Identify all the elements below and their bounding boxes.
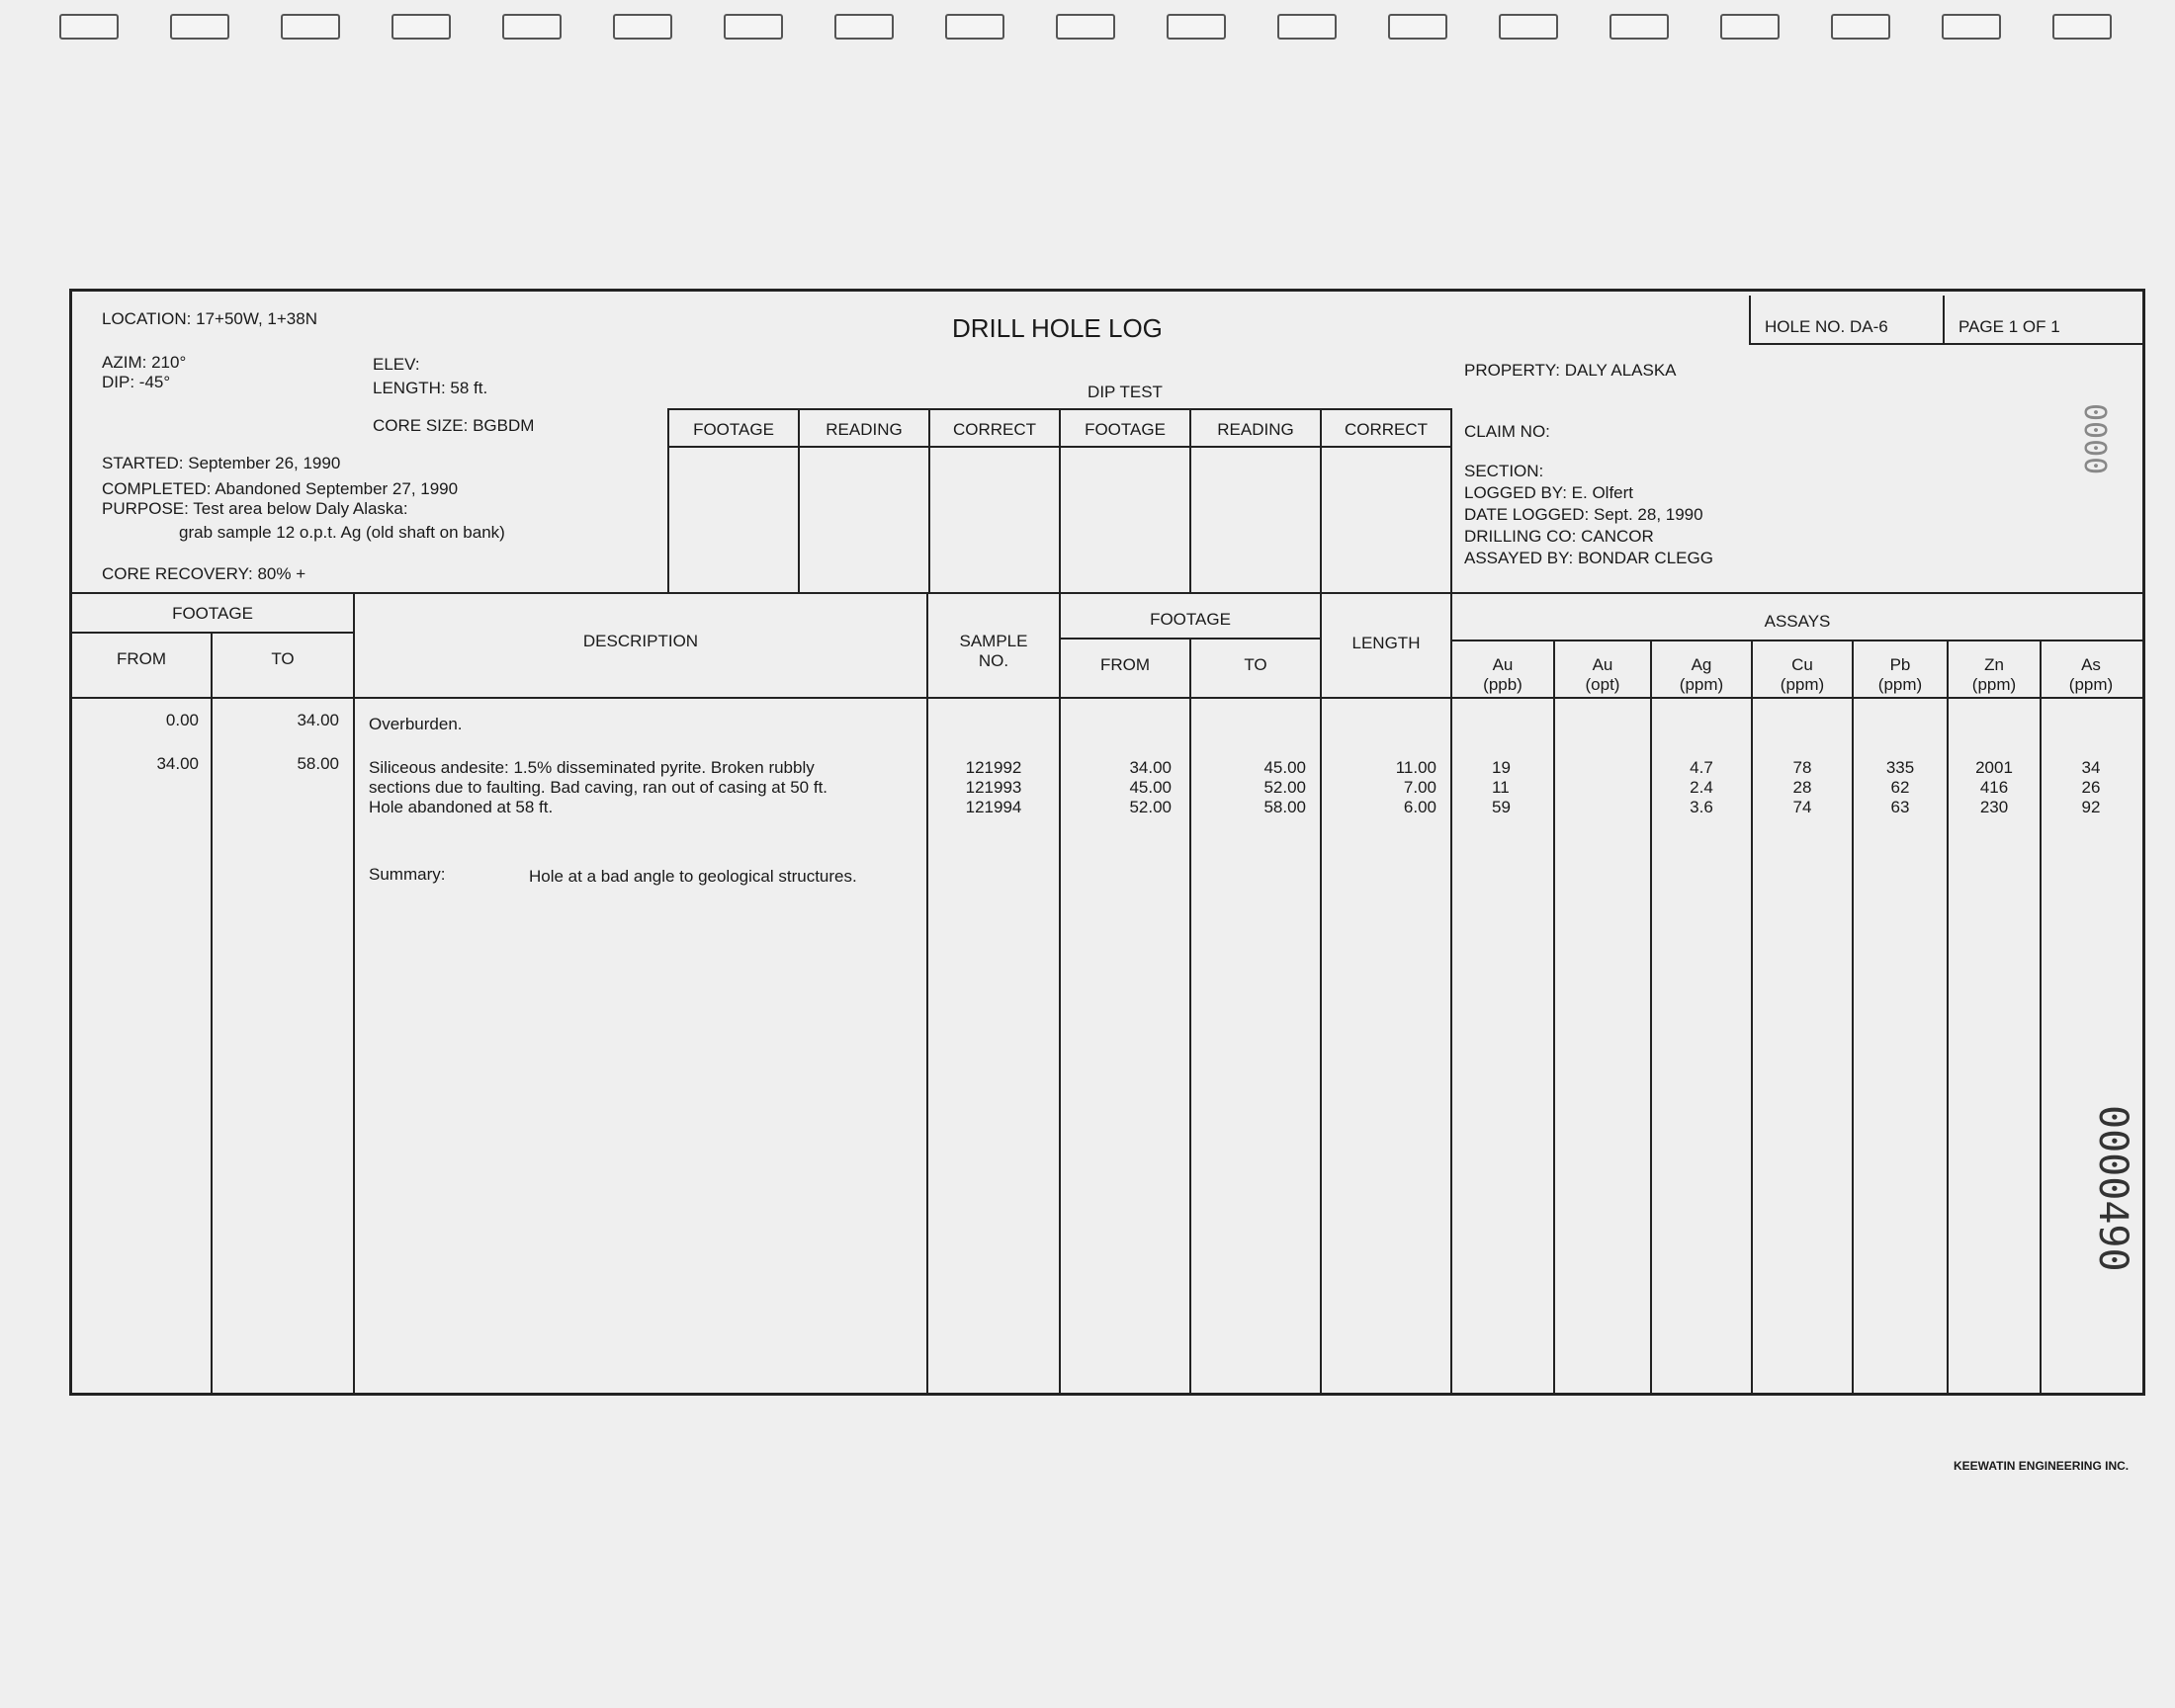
location: LOCATION: 17+50W, 1+38N bbox=[102, 309, 317, 328]
sample-length: 6.00 bbox=[1403, 798, 1436, 816]
interval-to: 34.00 bbox=[297, 711, 339, 729]
perforation bbox=[1499, 14, 1558, 40]
perforation bbox=[945, 14, 1004, 40]
assay-as: 34 bbox=[2081, 758, 2101, 777]
assay-pb: 63 bbox=[1890, 798, 1910, 816]
assayed-by: ASSAYED BY: BONDAR CLEGG bbox=[1464, 549, 1713, 567]
assay-cu: 78 bbox=[1792, 758, 1812, 777]
assay-zn: 416 bbox=[1979, 778, 2009, 797]
col-from: FROM bbox=[116, 649, 167, 668]
sample-length: 7.00 bbox=[1403, 778, 1436, 797]
assay-col-pb: Pb (ppm) bbox=[1877, 655, 1923, 694]
perforation bbox=[59, 14, 119, 40]
assay-col-zn: Zn (ppm) bbox=[1971, 655, 2017, 694]
dip-col-reading: READING bbox=[826, 420, 903, 439]
col-to: TO bbox=[271, 649, 295, 668]
assay-col-as: As (ppm) bbox=[2068, 655, 2114, 694]
hole-number: HOLE NO. DA-6 bbox=[1765, 317, 1888, 336]
assay-au-ppb: 59 bbox=[1492, 798, 1511, 816]
perforation bbox=[1720, 14, 1780, 40]
company-footer: KEEWATIN ENGINEERING INC. bbox=[1954, 1459, 2130, 1473]
col-assays: ASSAYS bbox=[1764, 612, 1831, 631]
perforation bbox=[502, 14, 562, 40]
dip-col-footage: FOOTAGE bbox=[1085, 420, 1166, 439]
perforation bbox=[613, 14, 672, 40]
drilling-company: DRILLING CO: CANCOR bbox=[1464, 527, 1654, 546]
drill-hole-log-form bbox=[69, 289, 2145, 1396]
sample-from: 52.00 bbox=[1129, 798, 1172, 816]
logged-by: LOGGED BY: E. Olfert bbox=[1464, 483, 1634, 502]
assay-zn: 230 bbox=[1979, 798, 2009, 816]
assay-cu: 74 bbox=[1792, 798, 1812, 816]
core-recovery: CORE RECOVERY: 80% + bbox=[102, 564, 306, 583]
col-footage: FOOTAGE bbox=[172, 604, 253, 623]
form-title: DRILL HOLE LOG bbox=[952, 313, 1163, 343]
sample-length: 11.00 bbox=[1395, 758, 1436, 777]
assay-col-ag: Ag (ppm) bbox=[1679, 655, 1724, 694]
assay-as: 26 bbox=[2081, 778, 2101, 797]
perforation bbox=[2052, 14, 2112, 40]
perforation bbox=[392, 14, 451, 40]
purpose: PURPOSE: Test area below Daly Alaska: bbox=[102, 499, 408, 518]
assay-as: 92 bbox=[2081, 798, 2101, 816]
hole-length: LENGTH: 58 ft. bbox=[373, 379, 488, 397]
assay-zn: 2001 bbox=[1975, 758, 2013, 777]
assay-ag: 3.6 bbox=[1690, 798, 1713, 816]
perforation bbox=[1388, 14, 1447, 40]
perforation bbox=[1942, 14, 2001, 40]
dip: DIP: -45° bbox=[102, 373, 171, 391]
page-number: PAGE 1 OF 1 bbox=[1958, 317, 2060, 336]
interval-description: Overburden. bbox=[369, 715, 463, 733]
col-sample-from: FROM bbox=[1099, 655, 1151, 674]
perforation bbox=[1610, 14, 1669, 40]
col-description: DESCRIPTION bbox=[582, 632, 699, 650]
perforation bbox=[834, 14, 894, 40]
sample-to: 58.00 bbox=[1263, 798, 1306, 816]
perforation bbox=[1167, 14, 1226, 40]
assay-ag: 4.7 bbox=[1690, 758, 1713, 777]
col-sample-to: TO bbox=[1244, 655, 1267, 674]
interval-from: 0.00 bbox=[165, 711, 199, 729]
summary-text: Hole at a bad angle to geological structures. bbox=[529, 867, 857, 886]
sample-to: 52.00 bbox=[1263, 778, 1306, 797]
page-stamp-top: 0000 bbox=[2077, 403, 2112, 475]
assay-pb: 62 bbox=[1890, 778, 1910, 797]
interval-to: 58.00 bbox=[297, 754, 339, 773]
interval-from: 34.00 bbox=[156, 754, 199, 773]
col-sample-no: SAMPLE NO. bbox=[959, 632, 1028, 670]
assay-cu: 28 bbox=[1792, 778, 1812, 797]
purpose-detail: grab sample 12 o.p.t. Ag (old shaft on bank) bbox=[179, 523, 505, 542]
assay-ag: 2.4 bbox=[1690, 778, 1713, 797]
interval-description-line: Hole abandoned at 58 ft. bbox=[369, 798, 554, 816]
dip-col-correct: CORRECT bbox=[1344, 420, 1429, 439]
interval-description-line: sections due to faulting. Bad caving, ran out of casing at 50 ft. bbox=[369, 778, 828, 797]
dip-col-footage: FOOTAGE bbox=[693, 420, 774, 439]
date-logged: DATE LOGGED: Sept. 28, 1990 bbox=[1464, 505, 1703, 524]
sample-from: 34.00 bbox=[1129, 758, 1172, 777]
col-sample-footage: FOOTAGE bbox=[1150, 610, 1231, 629]
perforation-strip bbox=[59, 14, 2155, 43]
perforation bbox=[1277, 14, 1337, 40]
col-length: LENGTH bbox=[1351, 634, 1421, 652]
page-stamp: 0000490 bbox=[2090, 1105, 2135, 1272]
sample-to: 45.00 bbox=[1263, 758, 1306, 777]
assay-col-cu: Cu (ppm) bbox=[1780, 655, 1825, 694]
started: STARTED: September 26, 1990 bbox=[102, 454, 341, 472]
assay-au-ppb: 11 bbox=[1492, 778, 1510, 797]
dip-col-correct: CORRECT bbox=[952, 420, 1037, 439]
section-label: SECTION: bbox=[1464, 462, 1544, 480]
core-size: CORE SIZE: BGBDM bbox=[373, 416, 535, 435]
sample-number: 121992 bbox=[965, 758, 1022, 777]
elevation-label: ELEV: bbox=[373, 355, 420, 374]
azimuth: AZIM: 210° bbox=[102, 353, 187, 372]
assay-au-ppb: 19 bbox=[1492, 758, 1511, 777]
sample-number: 121994 bbox=[965, 798, 1022, 816]
claim-number-label: CLAIM NO: bbox=[1464, 422, 1550, 441]
perforation bbox=[724, 14, 783, 40]
completed: COMPLETED: Abandoned September 27, 1990 bbox=[102, 479, 459, 498]
assay-col-au-opt: Au (opt) bbox=[1585, 655, 1620, 694]
summary-label: Summary: bbox=[369, 865, 446, 884]
assay-pb: 335 bbox=[1885, 758, 1915, 777]
sample-number: 121993 bbox=[965, 778, 1022, 797]
property: PROPERTY: DALY ALASKA bbox=[1464, 361, 1677, 380]
perforation bbox=[1056, 14, 1115, 40]
sample-from: 45.00 bbox=[1129, 778, 1172, 797]
interval-description: Siliceous andesite: 1.5% disseminated pyrite. Broken rubbly bbox=[369, 758, 815, 777]
dip-col-reading: READING bbox=[1217, 420, 1294, 439]
assay-col-au-ppb: Au (ppb) bbox=[1483, 655, 1522, 694]
perforation bbox=[170, 14, 229, 40]
perforation bbox=[281, 14, 340, 40]
dip-test-title: DIP TEST bbox=[1088, 383, 1163, 401]
perforation bbox=[1831, 14, 1890, 40]
